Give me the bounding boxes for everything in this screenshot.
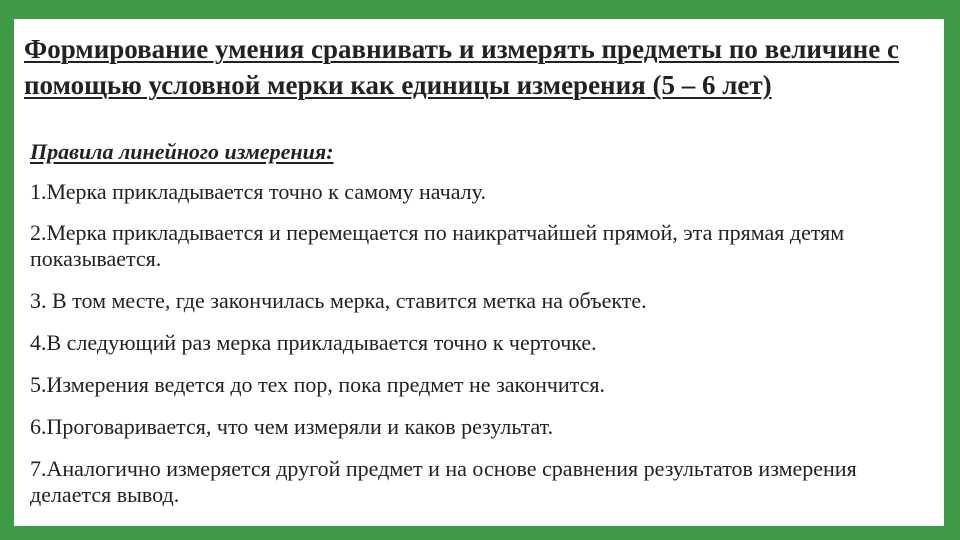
rule-item: 2.Мерка прикладывается и перемещается по наикратчайшей прямой, эта прямая детям показывается.: [30, 220, 845, 271]
slide-border-bottom: [0, 526, 960, 540]
rule-item: 3. В том месте, где закончилась мерка, ставится метка на объекте.: [30, 288, 647, 313]
rule-item: 6.Проговаривается, что чем измеряли и каков результат.: [30, 414, 554, 439]
slide-border-right: [944, 0, 960, 540]
rule-item: 5.Измерения ведется до тех пор, пока предмет не закончится.: [30, 372, 605, 397]
slide-title: Формирование умения сравнивать и измерять предметы по величине с помощью условной мерки как единицы измерения (5 – 6 лет): [24, 34, 899, 100]
rule-item: 4.В следующий раз мерка прикладывается точно к черточке.: [30, 330, 597, 355]
rules-heading: Правила линейного измерения:: [30, 139, 334, 164]
slide-border-top: [0, 0, 960, 19]
slide-content: [30, 138, 930, 508]
rule-item: 7.Аналогично измеряется другой предмет и на основе сравнения результатов измерения делается вывод.: [30, 456, 857, 507]
slide-border-left: [0, 0, 14, 540]
rule-item: 1.Мерка прикладывается точно к самому началу.: [30, 179, 486, 204]
